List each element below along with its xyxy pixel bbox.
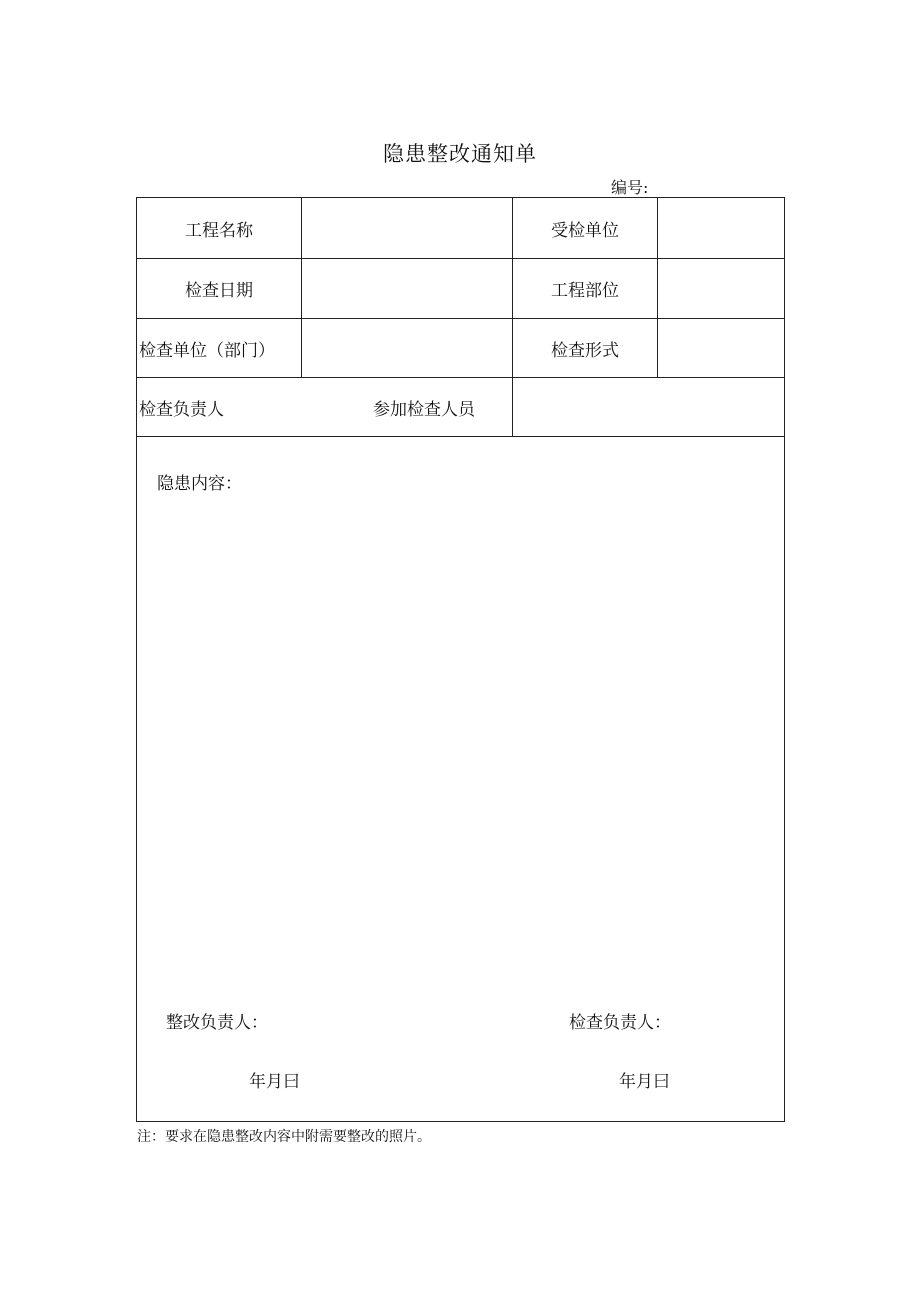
inspection-form-label: 检查形式 [551,340,619,361]
footnote: 注：要求在隐患整改内容中附需要整改的照片。 [137,1129,431,1145]
rectify-lead-label: 整改负责人： [166,1012,268,1033]
project-name-label: 工程名称 [185,220,253,241]
inspection-form-input[interactable] [658,319,784,377]
page-title: 隐患整改通知单 [383,142,537,166]
inspected-unit-input[interactable] [658,198,784,258]
project-name-input[interactable] [302,198,512,258]
inspection-dept-input[interactable] [302,319,512,377]
project-part-label: 工程部位 [551,281,619,301]
serial-number-label: 编号: [611,178,649,197]
inspection-dept-label: 检查单位（部门） [139,340,275,361]
participants-input[interactable] [513,378,784,436]
project-part-input[interactable] [658,259,784,318]
notice-form [136,197,785,1122]
rectify-date-label: 年月曰 [249,1071,300,1092]
participants-label: 参加检查人员 [373,399,475,420]
row-divider [137,436,784,437]
inspection-date-label: 检查日期 [185,281,253,301]
inspection-lead-label: 检查负责人 [139,399,224,420]
hazard-content-area[interactable] [157,498,764,978]
inspection-date-input[interactable] [302,259,512,318]
hazard-content-label: 隐患内容： [157,473,242,494]
inspected-unit-label: 受检单位 [551,220,619,241]
inspect-date-label: 年月曰 [619,1071,670,1092]
inspect-lead-label: 检查负责人： [569,1012,671,1033]
